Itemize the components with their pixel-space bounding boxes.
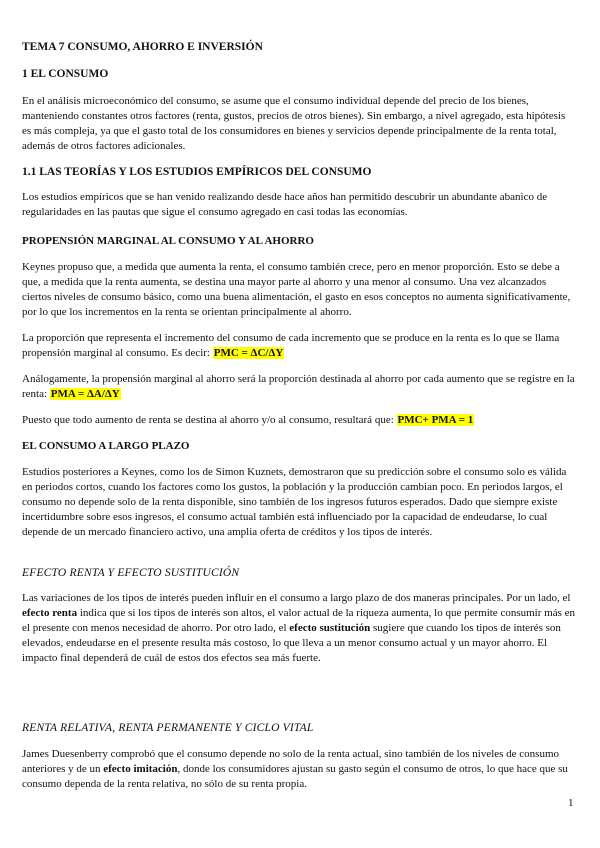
page-number: 1	[568, 797, 574, 809]
paragraph-pmc	[22, 331, 576, 361]
paragraph-text: La proporción que representa el incremento del consumo de cada incremento que se produce en la renta es lo que se llama propensión marginal al consumo. Es decir:	[22, 332, 560, 359]
paragraph-text: , donde los consumidores ajustan su gasto según el consumo de otros, lo que hace que su consumo dependa de la renta relativa, no sólo de su renta propia.	[22, 763, 568, 790]
paragraph-text: Puesto que todo aumento de renta se destina al ahorro y/o al consumo, resultará que:	[22, 414, 397, 426]
paragraph-efectos	[22, 591, 576, 666]
document-page	[22, 40, 576, 792]
section-heading-consumo: 1 EL CONSUMO	[22, 68, 109, 80]
paragraph-text: sugiere que cuando los tipos de interés son elevados, endeudarse en el presente resulta más costoso, lo que lleva a un menor consumo actual y un mayor ahorro. El impacto final dependerá de cuál de estos dos efectos sea más fuerte.	[22, 622, 561, 664]
paragraph-suma	[22, 413, 576, 428]
formula-highlight-pma: PMA = ΔA/ΔY	[50, 388, 120, 400]
section-heading-teorias: 1.1 LAS TEORÍAS Y LOS ESTUDIOS EMPÍRICOS DEL CONSUMO	[22, 166, 372, 178]
paragraph-text: Las variaciones de los tipos de interés pueden influir en el consumo a largo plazo de dos maneras principales. Por un lado, el	[22, 592, 571, 604]
bold-term-efecto-renta: efecto renta	[22, 607, 78, 619]
section-heading-propension: PROPENSIÓN MARGINAL AL CONSUMO Y AL AHORRO	[22, 235, 314, 247]
paragraph-largo-plazo: Estudios posteriores a Keynes, como los de Simon Kuznets, demostraron que su predicción sobre el consumo solo es válida en periodos cortos, cuando los factores como los gustos, la población y la producción cambian poco. En periodos largos, el consumo no depende solo de la renta disponible, sino también de los ingresos futuros esperados. Dado que siempre existe incertidumbre sobre esos ingresos, el consumo actual también está influenciado por la capacidad de endeudarse, lo cual depende de un mercado financiero activo, una amplia oferta de créditos y los tipos de interés.	[22, 466, 567, 538]
paragraph-text: indica que si los tipos de interés son altos, el valor actual de la riqueza aumenta, lo que permite consumir más en el presente con menos necesidad de ahorro. Por otro lado, el	[22, 607, 575, 634]
formula-highlight-pmc: PMC = ΔC/ΔY	[213, 347, 284, 359]
paragraph-text: Análogamente, la propensión marginal al ahorro será la proporción destinada al ahorro por cada aumento que se registre en la renta:	[22, 373, 575, 400]
bold-term-efecto-sustitucion: efecto sustitución	[289, 622, 371, 634]
paragraph-renta-relativa	[22, 747, 576, 792]
subsection-heading-renta-relativa: RENTA RELATIVA, RENTA PERMANENTE Y CICLO VITAL	[22, 722, 314, 734]
paragraph-pma	[22, 372, 576, 402]
paragraph-consumo: En el análisis microeconómico del consumo, se asume que el consumo individual depende del precio de los bienes, manteniendo constantes otros factores (renta, gustos, precios de otros bienes). Sin embargo, a nivel agregado, esta hipótesis es más compleja, ya que el gasto total de los consumidores en bienes y servicios depende principalmente de la renta total, además de otros factores adicionales.	[22, 95, 566, 152]
document-title: TEMA 7 CONSUMO, AHORRO E INVERSIÓN	[22, 41, 263, 53]
bold-term-efecto-imitacion: efecto imitación	[103, 763, 178, 775]
paragraph-text: James Duesenberry comprobó que el consumo depende no solo de la renta actual, sino también de los niveles de consumo anteriores y de un	[22, 748, 560, 775]
formula-highlight-suma: PMC+ PMA = 1	[397, 414, 474, 426]
subsection-heading-efectos: EFECTO RENTA Y EFECTO SUSTITUCIÓN	[22, 567, 240, 579]
paragraph-teorias: Los estudios empíricos que se han venido realizando desde hace años han permitido descubrir un abundante abanico de regularidades en las pautas que sigue el consumo agregado en casi todas las economías.	[22, 191, 548, 218]
paragraph-keynes: Keynes propuso que, a medida que aumenta la renta, el consumo también crece, pero en menor proporción. Esto se debe a que, a medida que la renta aumenta, se destina una mayor parte al ahorro y una menor al consumo. Una vez alcanzados ciertos niveles de consumo básico, como una buena alimentación, el gasto en esos conceptos no aumenta significativamente, por lo que los incrementos en la renta se orientan principalmente al ahorro.	[22, 261, 571, 318]
section-heading-largo-plazo: EL CONSUMO A LARGO PLAZO	[22, 440, 190, 452]
